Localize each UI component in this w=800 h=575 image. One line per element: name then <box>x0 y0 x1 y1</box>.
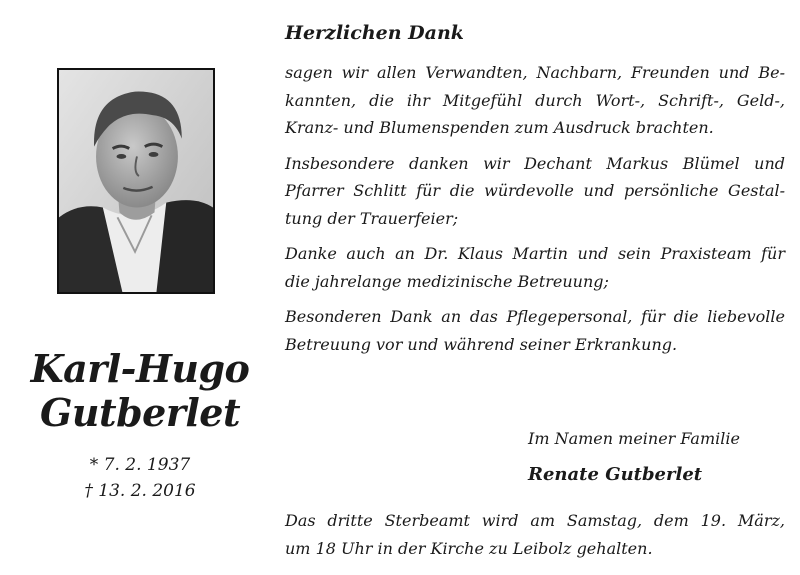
text-line: Kranz- und Blumenspenden zum Ausdruck brachten. <box>285 118 714 137</box>
text-line: Das dritte Sterbeamt wird am Samstag, dem 19. März, <box>285 511 785 530</box>
paragraph-thanks-clergy <box>285 150 785 233</box>
portrait-image <box>59 70 213 292</box>
signer-name: Renate Gutberlet <box>528 464 703 485</box>
text-line: Betreuung vor und während seiner Erkrankung. <box>285 334 678 354</box>
paragraph-thanks-doctor <box>285 240 785 295</box>
notice-heading: Herzlichen Dank <box>285 22 464 44</box>
paragraph-thanks-all <box>285 59 785 142</box>
left-column <box>0 0 270 575</box>
text-line: die jahrelange medizinische Betreuung; <box>285 271 609 291</box>
text-line: Pfarrer Schlitt für die würdevolle und persönliche Gestal- <box>285 181 785 200</box>
text-line: tung der Trauerfeier; <box>285 208 459 228</box>
paragraph-thanks-nursing <box>285 303 785 358</box>
text-line: um 18 Uhr in der Kirche zu Leibolz gehalten. <box>285 539 653 558</box>
text-line: kannten, die ihr Mitgefühl durch Wort-, Schrift-, Geld-, <box>285 90 785 110</box>
text-line: Besonderen Dank an das Pflegepersonal, für die liebevolle <box>285 307 785 326</box>
text-line: Insbesondere danken wir Dechant Markus Blümel und <box>285 153 785 173</box>
portrait-photo <box>57 68 215 294</box>
signature-intro: Im Namen meiner Familie <box>528 429 740 448</box>
text-line: Danke auch an Dr. Klaus Martin und sein Praxisteam für <box>285 244 785 263</box>
deceased-first-name: Karl-Hugo <box>30 346 250 391</box>
life-dates <box>0 452 280 504</box>
birth-date: * 7. 2. 1937 <box>89 455 191 475</box>
text-line: sagen wir allen Verwandten, Nachbarn, Freunden und Be- <box>285 63 785 82</box>
thank-you-text <box>285 18 785 366</box>
deceased-last-name: Gutberlet <box>39 390 241 435</box>
memorial-mass-notice <box>285 507 785 563</box>
deceased-name <box>0 347 280 435</box>
death-date: † 13. 2. 2016 <box>84 481 196 501</box>
signature-block <box>528 426 740 485</box>
